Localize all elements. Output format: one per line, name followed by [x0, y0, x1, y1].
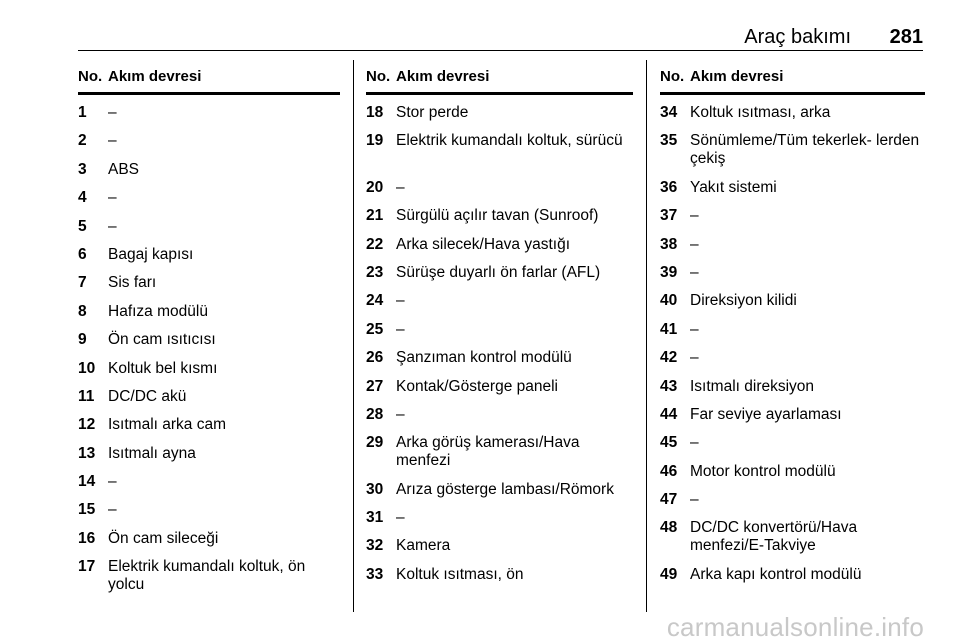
table-row [78, 473, 340, 501]
fuse-number: 5 [78, 217, 87, 235]
table-rows [660, 104, 925, 594]
fuse-number: 18 [366, 104, 384, 121]
fuse-number: 23 [366, 263, 384, 281]
fuse-number: 4 [78, 189, 87, 207]
table-row [366, 236, 633, 264]
circuit-name: – [108, 217, 117, 235]
circuit-name: Ön cam ısıtıcısı [108, 331, 216, 349]
fuse-number: 47 [660, 491, 678, 509]
fuse-number: 44 [660, 405, 678, 423]
table-row [660, 132, 925, 178]
fuse-number: 46 [660, 462, 678, 480]
header-no: No. [660, 68, 685, 85]
table-row [78, 303, 340, 331]
fuse-table-column-2 [366, 68, 633, 594]
header-no: No. [366, 68, 391, 85]
table-row [660, 491, 925, 519]
fuse-number: 31 [366, 509, 384, 527]
header-no: No. [78, 68, 103, 85]
table-row [78, 218, 340, 246]
circuit-name: DC/DC akü [108, 387, 187, 405]
table-row [78, 445, 340, 473]
table-row [78, 360, 340, 388]
table-row [660, 349, 925, 377]
table-row [78, 530, 340, 558]
table-row [660, 292, 925, 320]
circuit-name: DC/DC konvertörü/Hava menfezi/E-Takviye [690, 519, 858, 555]
watermark: carmanualsonline.info [666, 612, 924, 642]
table-row [660, 236, 925, 264]
header-circuit: Akım devresi [108, 68, 202, 85]
circuit-name: Kontak/Gösterge paneli [396, 377, 558, 395]
fuse-number: 36 [660, 178, 678, 196]
table-row [660, 434, 925, 462]
table-row [366, 104, 633, 132]
fuse-number: 30 [366, 480, 384, 498]
table-row [366, 349, 633, 377]
fuse-number: 42 [660, 349, 678, 367]
fuse-number: 8 [78, 302, 87, 320]
fuse-number: 43 [660, 377, 678, 395]
table-header [78, 68, 340, 95]
table-row [660, 378, 925, 406]
circuit-name: Koltuk ısıtması, ön [396, 565, 524, 583]
circuit-name: – [396, 292, 405, 310]
circuit-name: – [690, 434, 699, 452]
table-row [78, 189, 340, 217]
circuit-name: – [690, 349, 699, 367]
circuit-name: – [108, 104, 117, 121]
fuse-number: 37 [660, 207, 678, 225]
table-row [78, 132, 340, 160]
fuse-number: 24 [366, 292, 384, 310]
fuse-number: 14 [78, 473, 96, 491]
fuse-number: 2 [78, 132, 87, 150]
circuit-name: – [396, 405, 405, 423]
table-row [366, 378, 633, 406]
table-row [366, 264, 633, 292]
circuit-name: – [108, 501, 117, 519]
fuse-number: 19 [366, 132, 384, 150]
table-row [366, 537, 633, 565]
circuit-name: Arıza gösterge lambası/Römork [396, 480, 614, 498]
table-rows [78, 104, 340, 605]
circuit-name: Elektrik kumandalı koltuk, sürücü [396, 132, 623, 150]
table-row [78, 416, 340, 444]
column-divider [646, 60, 647, 612]
fuse-number: 13 [78, 444, 96, 462]
circuit-name: Motor kontrol modülü [690, 462, 836, 480]
circuit-name: Isıtmalı ayna [108, 444, 196, 462]
table-row [366, 434, 633, 480]
fuse-number: 6 [78, 245, 87, 263]
circuit-name: Far seviye ayarlaması [690, 405, 842, 423]
fuse-number: 33 [366, 565, 384, 583]
table-row [366, 132, 633, 178]
circuit-name: – [396, 178, 405, 196]
table-header [660, 68, 925, 95]
fuse-number: 34 [660, 104, 678, 121]
fuse-number: 41 [660, 320, 678, 338]
table-row [366, 509, 633, 537]
table-row [366, 207, 633, 235]
table-row [78, 246, 340, 274]
table-row [660, 179, 925, 207]
table-row [660, 104, 925, 132]
circuit-name: Arka kapı kontrol modülü [690, 565, 862, 583]
table-row [366, 179, 633, 207]
fuse-number: 15 [78, 501, 96, 519]
table-row [660, 406, 925, 434]
circuit-name: Şanzıman kontrol modülü [396, 349, 572, 367]
fuse-number: 17 [78, 558, 96, 576]
fuse-number: 45 [660, 434, 678, 452]
table-row [78, 558, 340, 604]
table-row [660, 519, 925, 565]
fuse-number: 16 [78, 529, 96, 547]
table-row [366, 292, 633, 320]
fuse-number: 10 [78, 359, 96, 377]
fuse-number: 22 [366, 235, 384, 253]
table-row [660, 321, 925, 349]
table-row [78, 161, 340, 189]
circuit-name: Koltuk bel kısmı [108, 359, 218, 377]
circuit-name: Yakıt sistemi [690, 178, 777, 196]
table-row [660, 264, 925, 292]
circuit-name: Kamera [396, 537, 451, 555]
table-row [78, 388, 340, 416]
circuit-name: Stor perde [396, 104, 469, 121]
circuit-name: Isıtmalı direksiyon [690, 377, 815, 395]
fuse-number: 7 [78, 274, 87, 292]
circuit-name: – [690, 320, 699, 338]
header-circuit: Akım devresi [396, 68, 490, 85]
fuse-number: 11 [78, 387, 95, 405]
table-row [366, 321, 633, 349]
circuit-name: Ön cam sileceği [108, 529, 219, 547]
circuit-name: Sönümleme/Tüm tekerlek- lerden çekiş [690, 132, 920, 168]
table-row [78, 331, 340, 359]
table-row [366, 566, 633, 594]
table-row [660, 566, 925, 594]
table-row [78, 274, 340, 302]
fuse-number: 40 [660, 292, 678, 310]
fuse-number: 32 [366, 537, 384, 555]
fuse-table-column-3 [660, 68, 925, 594]
fuse-number: 26 [366, 349, 384, 367]
table-rows [366, 104, 633, 594]
table-row [660, 207, 925, 235]
fuse-number: 3 [78, 160, 87, 178]
circuit-name: Sürgülü açılır tavan (Sunroof) [396, 207, 599, 225]
circuit-name: Koltuk ısıtması, arka [690, 104, 831, 121]
circuit-name: – [690, 491, 699, 509]
circuit-name: Arka görüş kamerası/Hava menfezi [396, 434, 580, 470]
fuse-number: 9 [78, 331, 87, 349]
circuit-name: – [108, 473, 117, 491]
page-header [78, 24, 923, 51]
fuse-number: 39 [660, 263, 678, 281]
circuit-name: Arka silecek/Hava yastığı [396, 235, 571, 253]
circuit-name: – [108, 189, 117, 207]
fuse-number: 38 [660, 235, 678, 253]
circuit-name: – [396, 320, 405, 338]
fuse-number: 29 [366, 434, 384, 452]
header-circuit: Akım devresi [690, 68, 784, 85]
circuit-name: Bagaj kapısı [108, 245, 194, 263]
fuse-number: 21 [366, 207, 384, 225]
table-row [366, 406, 633, 434]
fuse-number: 27 [366, 377, 384, 395]
circuit-name: Hafıza modülü [108, 302, 208, 320]
circuit-name: Direksiyon kilidi [690, 292, 797, 310]
page-number: 281 [889, 26, 923, 48]
fuse-number: 49 [660, 565, 678, 583]
table-row [78, 501, 340, 529]
table-row [78, 104, 340, 132]
table-row [366, 481, 633, 509]
fuse-number: 1 [78, 104, 87, 121]
circuit-name: – [396, 509, 405, 527]
fuse-number: 48 [660, 519, 678, 537]
circuit-name: Sürüşe duyarlı ön farlar (AFL) [396, 263, 601, 281]
circuit-name: – [690, 235, 699, 253]
fuse-table-column-1 [78, 68, 340, 605]
circuit-name: ABS [108, 160, 140, 178]
circuit-name: Sis farı [108, 274, 157, 292]
circuit-name: Elektrik kumandalı koltuk, ön yolcu [108, 558, 306, 594]
table-header [366, 68, 633, 95]
circuit-name: – [108, 132, 117, 150]
table-row [660, 463, 925, 491]
circuit-name: – [690, 263, 699, 281]
fuse-number: 12 [78, 416, 96, 434]
page-title: Araç bakımı [744, 26, 851, 48]
column-divider [353, 60, 354, 612]
fuse-number: 25 [366, 320, 384, 338]
fuse-number: 35 [660, 132, 678, 150]
circuit-name: – [690, 207, 699, 225]
fuse-number: 20 [366, 178, 384, 196]
circuit-name: Isıtmalı arka cam [108, 416, 226, 434]
fuse-number: 28 [366, 405, 384, 423]
